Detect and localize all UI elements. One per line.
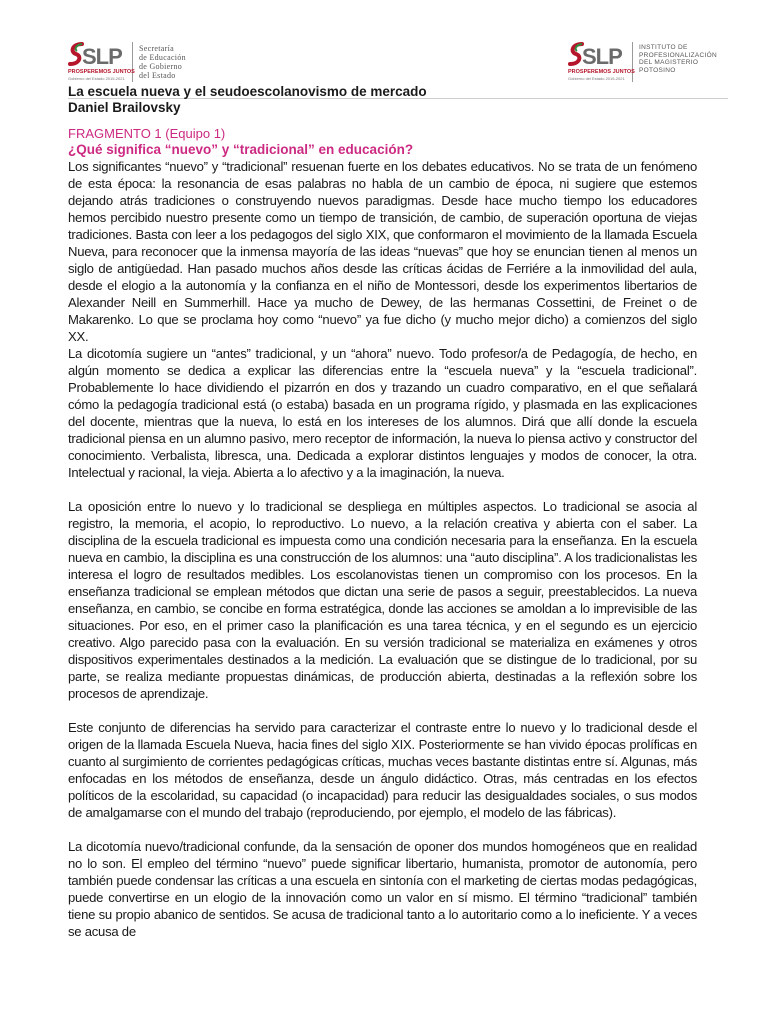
institution-line: de Educación xyxy=(139,53,186,62)
logo-divider xyxy=(632,42,633,82)
institution-line: Secretaría xyxy=(139,44,174,53)
institution-line: POTOSINO xyxy=(639,66,676,74)
paragraph: La oposición entre lo nuevo y lo tradicional se despliega en múltiples aspectos. Lo tradicional se asocia al registro, la memoria, el acopio, lo reproductivo. Lo nuevo, a la relación creativa y abierta con el saber. La disciplina de la escuela tradicional es impuesta como una condición necesaria para la enseñanza. En la escuela nueva en cambio, la disciplina es una construcción de los alumnos: una “auto disciplina”. A los tradicionalistas les interesa el logro de resultados medibles. Los escolanovistas tienen un compromiso con los procesos. En la enseñanza tradicional se emplean métodos que dictan una serie de pasos a seguir, preestablecidos. La nueva enseñanza, en cambio, se concibe en forma estratégica, donde las acciones se amoldan a lo imprevisible de las situaciones. Por eso, en el primer caso la planificación es una tarea técnica, y en el segundo es un ejercicio creativo. Algo parecido pasa con la evaluación. En su versión tradicional se materializa en exámenes y otros dispositivos experimentales destinados a la medición. La evaluación que se distingue de lo tradicional, por su parte, se realiza mediante propuestas dinámicas, de producción abierta, destinadas a la reflexión sobre los procesos de aprendizaje. xyxy=(68,499,697,701)
institution-line: de Gobierno xyxy=(139,62,183,71)
slp-brand: SLP xyxy=(582,44,622,69)
page-header xyxy=(68,40,728,88)
document-body xyxy=(68,84,697,940)
document-title: La escuela nueva y el seudoescolanovismo de mercado xyxy=(68,84,427,99)
sep-institution-name xyxy=(139,44,186,80)
impm-logo xyxy=(568,40,717,84)
institution-line: del Estado xyxy=(139,71,176,80)
institution-line: DEL MAGISTERIO xyxy=(639,59,699,66)
paragraph: Los significantes “nuevo” y “tradicional” resuenan fuerte en los debates educativos. No se trata de un fenómeno de esta época: la resonancia de esas palabras no habla de un cambio de época, ni sugiere que estemos dejando atrás tradiciones o construyendo nuevos paradigmas. Desde hace mucho tiempo los educadores hemos percibido nuestro presente como un tiempo de transición, de cambio, de superación oportuna de viejas tradiciones. Basta con leer a los pedagogos del siglo XIX, que conformaron el movimiento de la llamada Escuela Nueva, para reconocer que la inmensa mayoría de las ideas “nuevas” que hoy se enuncian tienen al menos un siglo de antigüedad. Han pasado muchos años desde las críticas ácidas de Ferriére a la inmovilidad del aula, desde el elogio a la autonomía y la confianza en el niño de Montessori, desde los experimentos libertarios de Alexander Neill en Summerhill. Hace ya mucho de Dewey, de las hermanas Cossettini, de Freinet o de Makarenko. Lo que se proclama hoy como “nuevo” ya fue dicho (y mucho mejor dicho) a comienzos del siglo XX. xyxy=(68,159,697,344)
institution-line: PROFESIONALIZACIÓN xyxy=(639,51,717,59)
slp-tagline: PROSPEREMOS JUNTOS xyxy=(568,69,635,75)
section-question: ¿Qué significa “nuevo” y “tradicional” en educación? xyxy=(68,142,414,157)
slp-tagline: PROSPEREMOS JUNTOS xyxy=(68,69,135,75)
institution-line: INSTITUTO DE xyxy=(639,44,688,51)
slp-logo-mark xyxy=(568,40,635,84)
impm-institution-name xyxy=(639,44,717,74)
document-author: Daniel Brailovsky xyxy=(68,100,181,115)
slp-subline: Gobierno del Estado 2015-2021 xyxy=(68,76,125,81)
fragment-label: FRAGMENTO 1 (Equipo 1) xyxy=(68,126,226,141)
slp-logo-mark xyxy=(68,40,135,84)
logo-divider xyxy=(132,42,133,82)
slp-subline: Gobierno del Estado 2015-2021 xyxy=(568,76,625,81)
sep-logo xyxy=(68,40,186,84)
paragraph: La dicotomía sugiere un “antes” tradicional, y un “ahora” nuevo. Todo profesor/a de Pedagogía, de hecho, en algún momento se dedica a explicar las diferencias entre la “escuela nueva” y la “escuela tradicional”. Probablemente lo hace dividiendo el pizarrón en dos y trazando un cuadro comparativo, en el que señalará cómo la pedagogía tradicional está (o estaba) basada en un programa rígido, y plasmada en las explicaciones del docente, mientras que la nueva, lo está en los intereses de los alumnos. Dirá que allí donde la escuela tradicional piensa en un alumno pasivo, mero receptor de información, la nueva lo piensa activo y constructor del conocimiento. Verbalista, libresca, una. Dedicada a explorar distintos lenguajes y modos de conocer, la otra. Intelectual y racional, la vieja. Abierta a lo afectivo y a la imaginación, la nueva. xyxy=(68,346,697,480)
paragraph: La dicotomía nuevo/tradicional confunde, da la sensación de oponer dos mundos homogéneos que en realidad no lo son. El empleo del término “nuevo” puede significar libertario, humanista, promotor de autonomía, pero también puede condensar las críticas a una escuela en sintonía con el marketing de ciertas modas pedagógicas, puede convertirse en un elogio de la innovación como un valor en sí mismo. El término “tradicional” también tiene su propio abanico de sentidos. Se acusa de tradicional tanto a lo autoritario como a lo ineficiente. Y a veces se acusa de xyxy=(68,839,697,939)
paragraph: Este conjunto de diferencias ha servido para caracterizar el contraste entre lo nuevo y lo tradicional desde el origen de la llamada Escuela Nueva, hacia fines del siglo XIX. Posteriormente se han vivido épocas prolíficas en cuanto al surgimiento de corrientes pedagógicas críticas, muchas veces bastante distintas entre sí. Algunas, más enfocadas en los métodos de enseñanza, desde un ángulo didáctico. Otras, más centradas en los efectos políticos de la escolaridad, su capacidad (o incapacidad) para reducir las desigualdades sociales, o sus modos de amalgamarse con el mundo del trabajo (reproduciendo, por ejemplo, el modelo de las fábricas). xyxy=(68,720,697,820)
slp-brand: SLP xyxy=(82,44,122,69)
